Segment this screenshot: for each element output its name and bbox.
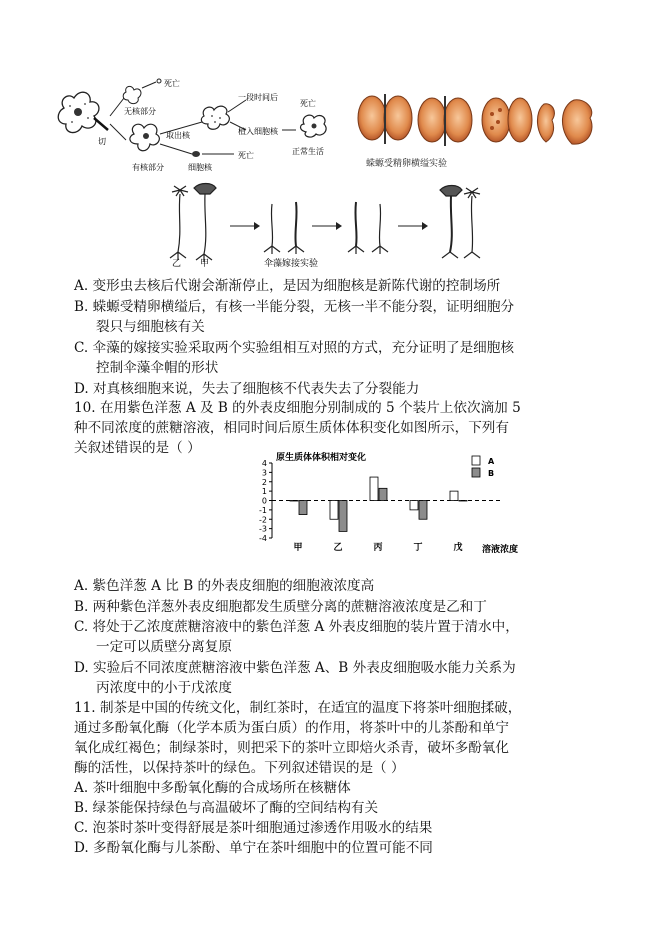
- legend-label-B: B: [488, 469, 495, 478]
- bar-B-2: [379, 488, 387, 500]
- q10-stem-line2: 种不同浓度的蔗糖溶液，相同时间后原生质体体积变化如图所示，下列有: [74, 420, 509, 436]
- bar-B-0: [299, 501, 307, 515]
- q11-option-a: A. 茶叶细胞中多酚氧化酶的合成场所在核糖体: [74, 780, 351, 796]
- x-tick-label: 甲: [293, 543, 303, 553]
- q10-option-a: A. 紫色洋葱 A 比 B 的外表皮细胞的细胞液浓度高: [74, 578, 375, 594]
- y-tick-label: -4: [259, 534, 267, 543]
- q9-option-d: D. 对真核细胞来说，失去了细胞核不代表失去了分裂能力: [74, 381, 420, 397]
- amoeba-figure: [52, 78, 342, 178]
- q11-option-b: B. 绿茶能保持绿色与高温破坏了酶的空间结构有关: [74, 800, 379, 816]
- label-with-nucleus: 有核部分: [132, 163, 164, 172]
- y-tick-label: 2: [261, 477, 267, 487]
- label-death-3: 死亡: [238, 151, 254, 160]
- label-death-1: 死亡: [164, 79, 180, 88]
- q9-option-a: A. 变形虫去核后代谢会渐渐停止，是因为细胞核是新陈代谢的控制场所: [74, 278, 501, 294]
- y-tick-label: 3: [261, 468, 267, 478]
- y-tick-label: 4: [261, 459, 267, 468]
- label-cut: 切: [98, 137, 106, 146]
- bar-B-4: [459, 501, 467, 502]
- x-tick-label: 丙: [373, 543, 383, 553]
- q10-option-d-line2: 丙浓度中的小于戊浓度: [96, 680, 232, 696]
- bar-A-3: [410, 501, 418, 510]
- label-later: 一段时间后: [238, 93, 278, 102]
- q10-option-c-line1: C. 将处于乙浓度蔗糖溶液中的紫色洋葱 A 外表皮细胞的装片置于清水中，: [74, 619, 519, 635]
- label-death-2: 死亡: [300, 99, 316, 108]
- legend-swatch-A: [472, 456, 480, 465]
- protoplast-chart: [250, 448, 540, 566]
- q9-option-b-line2: 裂只与细胞核有关: [96, 319, 205, 335]
- bar-A-1: [330, 501, 338, 520]
- legend-swatch-B: [472, 468, 480, 477]
- q9-option-b-line1: B. 蝾螈受精卵横缢后，有核一半能分裂，无核一半不能分裂，证明细胞分: [74, 299, 515, 315]
- q10-stem-line3: 关叙述错误的是（ ）: [74, 440, 201, 456]
- q10-stem-line1: 10. 在用紫色洋葱 A 及 B 的外表皮细胞分别制成的 5 个装片上依次滴加 5: [74, 400, 521, 416]
- q11-stem-line1: 11. 制茶是中国的传统文化，制红茶时，在适宜的温度下将茶叶细胞揉破，: [74, 700, 522, 716]
- chart-xlabel: 溶液浓度: [482, 545, 519, 555]
- q10-option-c-line2: 一定可以质壁分离复原: [96, 639, 232, 655]
- y-tick-label: -2: [259, 515, 267, 525]
- chart-title: 原生质体体积相对变化: [276, 453, 367, 463]
- bar-A-0: [290, 501, 298, 502]
- label-extract: 取出核: [166, 131, 190, 140]
- q9-option-c-line1: C. 伞藻的嫁接实验采取两个实验组相互对照的方式，充分证明了是细胞核: [74, 340, 514, 356]
- bar-B-1: [339, 501, 347, 532]
- q9-option-c-line2: 控制伞藻伞帽的形状: [96, 360, 219, 376]
- acetabularia-caption: 伞藻嫁接实验: [264, 259, 319, 268]
- q10-option-d-line1: D. 实验后不同浓度蔗糖溶液中紫色洋葱 A、B 外表皮细胞吸水能力关系为: [74, 660, 516, 676]
- label-nucleus: 细胞核: [188, 163, 212, 172]
- x-tick-label: 戊: [453, 543, 463, 553]
- legend-label-A: A: [488, 457, 495, 466]
- y-tick-label: 1: [261, 487, 267, 497]
- label-implant: 植入细胞核: [238, 127, 278, 136]
- label-normal: 正常生活: [292, 147, 324, 156]
- q11-stem-line3: 氧化成红褐色；制绿茶时，则把采下的茶叶立即焙火杀青，破坏多酚氧化: [74, 740, 509, 756]
- bar-A-4: [450, 491, 458, 500]
- x-tick-label: 丁: [413, 543, 423, 553]
- y-tick-label: -3: [259, 524, 267, 534]
- q11-stem-line2: 通过多酚氧化酶（化学本质为蛋白质）的作用，将茶叶中的儿茶酚和单宁: [74, 720, 509, 736]
- x-tick-label: 乙: [333, 543, 343, 553]
- y-tick-label: -1: [259, 505, 267, 515]
- label-no-nucleus: 无核部分: [124, 107, 156, 116]
- acetabularia-figure: [160, 180, 500, 268]
- q11-option-d: D. 多酚氧化酶与儿茶酚、单宁在茶叶细胞中的位置可能不同: [74, 840, 433, 856]
- q11-option-c: C. 泡茶时茶叶变得舒展是茶叶细胞通过渗透作用吸水的结果: [74, 820, 433, 836]
- q11-stem-line4: 酶的活性，以保持茶叶的绿色。下列叙述错误的是（ ）: [74, 760, 405, 776]
- y-tick-label: 0: [261, 496, 267, 506]
- label-jia: 甲: [200, 259, 210, 268]
- bar-A-2: [370, 477, 378, 500]
- label-yi: 乙: [172, 259, 182, 268]
- q10-option-b: B. 两种紫色洋葱外表皮细胞都发生质壁分离的蔗糖溶液浓度是乙和丁: [74, 599, 487, 615]
- salamander-caption: 蝾螈受精卵横缢实验: [366, 159, 448, 169]
- salamander-figure: [346, 90, 608, 172]
- bar-B-3: [419, 501, 427, 520]
